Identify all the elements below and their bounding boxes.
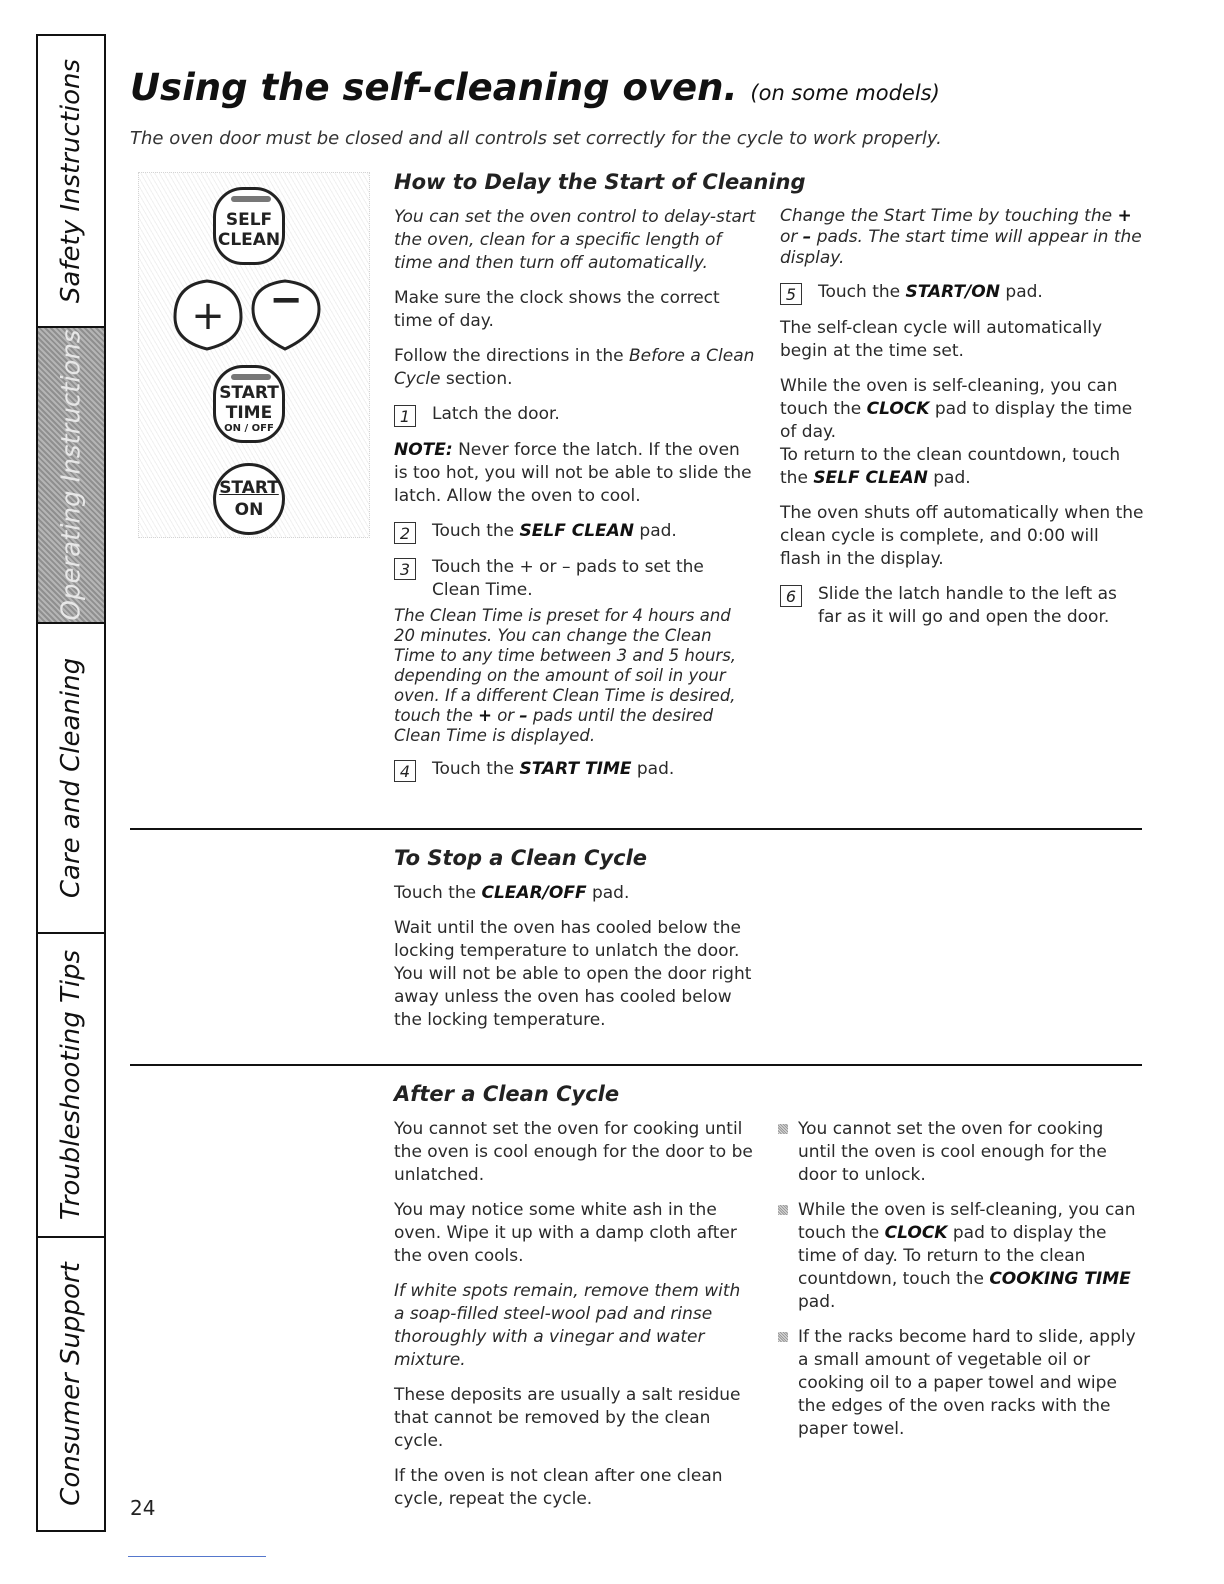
tab-troubleshooting-tips[interactable] — [38, 934, 104, 1238]
text-span: pad. — [586, 883, 630, 903]
text-span: pad. — [634, 521, 677, 541]
start-on-pad-line1: START — [219, 478, 279, 498]
self-clean-pad — [213, 187, 285, 265]
tab-consumer-support[interactable] — [38, 1238, 104, 1530]
plus-minus-pads — [167, 273, 327, 353]
tab-label: Operating Instructions — [56, 329, 87, 621]
text-span: pad. — [798, 1292, 836, 1312]
plus-symbol: + — [1117, 206, 1132, 226]
text-span: Follow the directions in the — [394, 346, 629, 366]
text-span: or — [491, 706, 520, 725]
plus-sign: + — [191, 293, 225, 339]
delay-clock-note: Make sure the clock shows the correct time of day. — [394, 288, 720, 331]
text-span: pad to display the time of day. — [780, 399, 1133, 442]
step-1 — [394, 403, 756, 427]
text-span: pad. — [927, 468, 971, 488]
stop-wait-note: Wait until the oven has cooled below the locking temperature to unlatch the door. You will not be able to open the door right away unless the oven has cooled below the locking temperature. — [394, 918, 752, 1030]
step-text: Latch the door. — [432, 404, 560, 424]
stop-column — [394, 882, 756, 1044]
minus-sign: − — [269, 277, 303, 323]
stop-instruction — [394, 882, 756, 905]
tab-label: Troubleshooting Tips — [56, 949, 87, 1221]
start-time-pad-line2: TIME — [225, 403, 273, 423]
note-text: Never force the latch. If the oven is too hot, you will not be able to slide the latch. Allow the oven to cool. — [394, 440, 752, 506]
step-number: 5 — [780, 283, 802, 305]
after-p4: These deposits are usually a salt residue that cannot be removed by the clean cycle. — [394, 1385, 741, 1451]
control-panel-illustration — [138, 172, 370, 538]
step-text — [818, 281, 1043, 304]
pad-name: COOKING TIME — [989, 1269, 1131, 1289]
self-clean-pad-line2: CLEAN — [217, 230, 281, 250]
text-span: Touch the — [818, 282, 906, 302]
after-heading: After a Clean Cycle — [394, 1082, 620, 1106]
step-text — [432, 520, 677, 543]
after-right-column — [778, 1118, 1144, 1453]
page-title — [130, 66, 940, 109]
text-span: or — [780, 227, 803, 247]
start-on-pad-line2: ON — [234, 500, 264, 520]
section-divider — [130, 828, 1142, 830]
after-bullet-1 — [778, 1118, 1144, 1187]
pad-name: CLOCK — [884, 1223, 948, 1243]
before-clean-cycle-ref: Before a Clean Cycle — [394, 346, 755, 389]
bullet-icon — [778, 1124, 788, 1134]
minus-symbol: – — [519, 706, 528, 725]
title-text: Using the self-cleaning oven. — [130, 66, 738, 109]
page-subtitle: The oven door must be closed and all controls set correctly for the cycle to work properly. — [130, 128, 942, 149]
delay-right-column — [780, 206, 1144, 641]
pad-name: START/ON — [905, 282, 1000, 302]
side-tabs — [36, 34, 106, 1532]
text-span: Touch the — [432, 521, 520, 541]
pad-name: START TIME — [519, 759, 632, 779]
after-p3: If white spots remain, remove them with a soap-filled steel-wool pad and rinse thoroughly with a vinegar and water mixture. — [394, 1281, 741, 1370]
start-time-pad — [213, 365, 285, 443]
step-text: Slide the latch handle to the left as far as it will go and open the door. — [818, 584, 1117, 627]
step-5 — [780, 281, 1144, 305]
step-text — [432, 758, 674, 781]
pad-name: SELF CLEAN — [519, 521, 635, 541]
step-number: 4 — [394, 760, 416, 782]
text-span: Touch the — [394, 883, 482, 903]
tab-care-and-cleaning[interactable] — [38, 624, 104, 934]
title-qualifier: (on some models) — [750, 81, 940, 105]
pad-name: SELF CLEAN — [813, 468, 928, 488]
step-4 — [394, 758, 756, 782]
text-span: pads. The start time will appear in the display. — [780, 227, 1142, 268]
after-p5: If the oven is not clean after one clean cycle, repeat the cycle. — [394, 1466, 723, 1509]
bullet-text: You cannot set the oven for cooking until the oven is cool enough for the door to unlock. — [798, 1119, 1107, 1185]
text-span: Change the Start Time by touching the — [780, 206, 1118, 226]
footer-line — [128, 1556, 266, 1557]
after-p1: You cannot set the oven for cooking until the oven is cool enough for the door to be unlatched. — [394, 1119, 753, 1185]
tab-label: Consumer Support — [56, 1262, 86, 1506]
pad-name: CLEAR/OFF — [481, 883, 587, 903]
step-text: Touch the + or – pads to set the Clean Time. — [432, 557, 704, 600]
step-3 — [394, 556, 756, 602]
tab-safety-instructions[interactable] — [38, 36, 104, 328]
text-span: pad. — [631, 759, 675, 779]
page-number: 24 — [130, 1496, 156, 1520]
self-clean-pad-line1: SELF — [225, 210, 273, 230]
text-span: To return to the clean countdown, touch the — [780, 445, 1121, 488]
after-p2: You may notice some white ash in the oven. Wipe it up with a damp cloth after the oven cools. — [394, 1200, 737, 1266]
step-number: 1 — [394, 405, 416, 427]
stop-heading: To Stop a Clean Cycle — [394, 846, 648, 870]
after-left-column — [394, 1118, 756, 1523]
pad-name: CLOCK — [866, 399, 930, 419]
change-start-time — [780, 206, 1144, 269]
start-time-pad-line3: ON / OFF — [224, 423, 274, 434]
delay-intro: You can set the oven control to delay-start the oven, clean for a specific length of time and then turn off automatically. — [394, 207, 756, 273]
step-number: 6 — [780, 585, 802, 607]
clock-during-clean — [780, 375, 1144, 490]
bullet-icon — [778, 1332, 788, 1342]
text-span: Touch the — [432, 759, 520, 779]
after-bullet-3 — [778, 1326, 1144, 1441]
after-bullet-2 — [778, 1199, 1144, 1314]
start-on-pad — [213, 463, 285, 535]
delay-before-clean-ref — [394, 345, 756, 391]
clean-time-info — [394, 606, 756, 746]
tab-label: Safety Instructions — [56, 58, 87, 304]
delay-left-column — [394, 206, 756, 794]
auto-begin-note: The self-clean cycle will automatically begin at the time set. — [780, 318, 1103, 361]
tab-operating-instructions[interactable] — [38, 328, 104, 624]
section-divider — [130, 1064, 1142, 1066]
step-number: 2 — [394, 522, 416, 544]
text-span: pads until the desired Clean Time is displayed. — [394, 706, 714, 745]
text-span: While the oven is self-cleaning, you can touch the — [780, 376, 1118, 419]
step-6 — [780, 583, 1144, 629]
tab-label: Care and Cleaning — [56, 657, 86, 899]
bullet-icon — [778, 1205, 788, 1215]
bullet-text: If the racks become hard to slide, apply a small amount of vegetable oil or cooking oil to a paper towel and wipe the edges of the oven racks with the paper towel. — [798, 1327, 1136, 1439]
step-2 — [394, 520, 756, 544]
plus-symbol: + — [478, 706, 492, 725]
start-time-pad-line1: START — [219, 383, 279, 403]
text-span: pad. — [1000, 282, 1043, 302]
step-number: 3 — [394, 558, 416, 580]
text-span: While the oven is self-cleaning, you can touch the — [798, 1200, 1136, 1243]
latch-note — [394, 439, 756, 508]
minus-symbol: – — [802, 227, 812, 247]
delay-heading: How to Delay the Start of Cleaning — [394, 170, 806, 194]
note-label: NOTE: — [394, 440, 453, 460]
text-span: The Clean Time is preset for 4 hours and 20 minutes. You can change the Clean Time to any time between 3 and 5 hours, depending on the amount of soil in your oven. If a different Clean Time is desired, touch the — [394, 606, 737, 725]
auto-shutoff-note: The oven shuts off automatically when the clean cycle is complete, and 0:00 will flash in the display. — [780, 503, 1144, 569]
text-span: pad to display the time of day. To return to the clean countdown, touch the — [798, 1223, 1107, 1289]
text-span: section. — [440, 369, 513, 389]
bullet-text — [798, 1199, 1144, 1314]
